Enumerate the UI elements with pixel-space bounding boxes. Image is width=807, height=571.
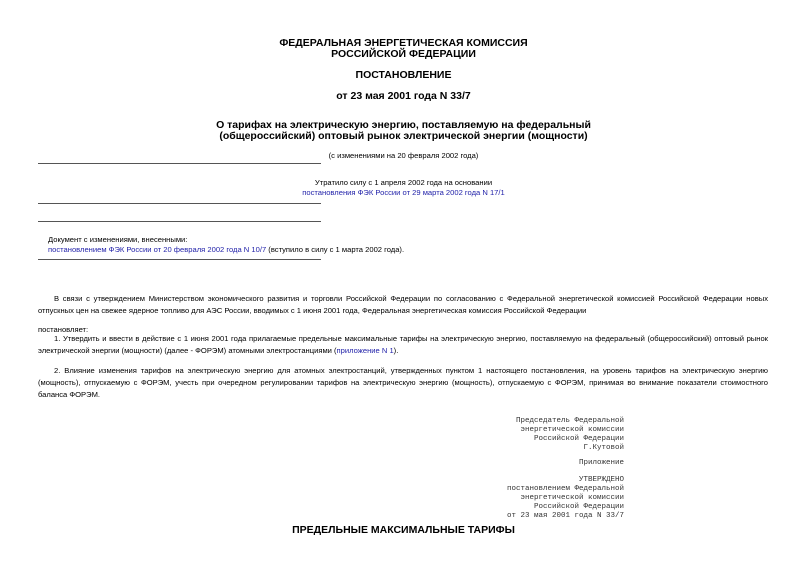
item-1-paragraph [38, 333, 768, 357]
signature-name: Г.Кутовой [583, 443, 624, 452]
doc-title-line1: О тарифах на электрическую энергию, поставляемую на федеральный [216, 119, 591, 131]
appendix-1-link[interactable]: приложение N 1 [336, 346, 394, 355]
status-line: Утратило силу с 1 апреля 2002 года на основании [314, 178, 493, 187]
amending-decree-link[interactable]: постановлением ФЭК России от 20 февраля 2002 года N 10/7 [48, 245, 267, 254]
approval-word: УТВЕРЖДЕНО [578, 476, 624, 484]
appendix-label: Приложение [578, 459, 624, 467]
item-1-text: 1. Утвердить и ввести в действие с 1 июня 2001 года прилагаемые предельные максимальные тарифы на электрическую энергию, поставляемую на федеральный (общероссийский) оптовый рынок электрической энергии (мощности) (далее - ФОРЭМ) атомными электростанциями ( [38, 334, 768, 355]
approval-line: Российской Федерации [533, 502, 624, 511]
approval-line: постановлением Федеральной [506, 484, 624, 493]
divider-line [38, 259, 321, 260]
item-1-end: ). [393, 346, 399, 355]
doc-title-line2: (общероссийский) оптовый рынок электрической энергии (мощности) [219, 130, 588, 142]
status-link-row [0, 188, 807, 198]
tariffs-heading: ПРЕДЕЛЬНЫЕ МАКСИМАЛЬНЫЕ ТАРИФЫ [292, 524, 515, 536]
approval-block [507, 476, 624, 521]
divider-line [38, 163, 321, 164]
changes-label: Документ с изменениями, внесенными: [48, 235, 188, 244]
org-name-line1: ФЕДЕРАЛЬНАЯ ЭНЕРГЕТИЧЕСКАЯ КОМИССИЯ [279, 37, 528, 49]
signature-block [516, 417, 624, 453]
signature-line: энергетической комиссии [520, 425, 624, 434]
changes-suffix: (вступило в силу с 1 марта 2002 года). [266, 245, 405, 254]
amendments-note: (с изменениями на 20 февраля 2002 года) [328, 151, 479, 160]
repeal-decree-link[interactable]: постановления ФЭК России от 29 марта 2002 года N 17/1 [302, 188, 505, 197]
signature-line: Российской Федерации [533, 434, 624, 443]
org-name-line2: РОССИЙСКОЙ ФЕДЕРАЦИИ [331, 48, 476, 60]
divider-line [38, 203, 321, 204]
preamble-paragraph: В связи с утверждением Министерством экономического развития и торговли Российской Федерации по согласованию с Федеральной энергетической комиссией Российской Федерации новых отпускных цен на свежее ядерное топливо для АЭС России, вводимых с 1 июня 2001 года, Федеральная энергетическая комиссия Российской Федерации [38, 294, 768, 315]
item-2-paragraph: 2. Влияние изменения тарифов на электрическую энергию для атомных электростанций, утвержденных пунктом 1 настоящего постановления, на уровень тарифов на электрическую энергию (мощность), отпускаемую с ФОРЭМ, учесть при очередном регулировании тарифов на электрическую энергию (мощность), отпускаемую с ФОРЭМ, принимая во внимание показатели стоимостного баланса ФОРЭМ. [38, 366, 768, 399]
appendix-label-block [579, 459, 624, 468]
changes-row [48, 245, 404, 255]
divider-line [38, 221, 321, 222]
approval-line: от 23 мая 2001 года N 33/7 [506, 511, 624, 520]
approval-line: энергетической комиссии [520, 493, 624, 502]
doc-type: ПОСТАНОВЛЕНИЕ [355, 69, 452, 81]
decrees-word: постановляет: [38, 325, 89, 334]
signature-line: Председатель Федеральной [515, 417, 624, 425]
doc-date-number: от 23 мая 2001 года N 33/7 [336, 90, 471, 102]
